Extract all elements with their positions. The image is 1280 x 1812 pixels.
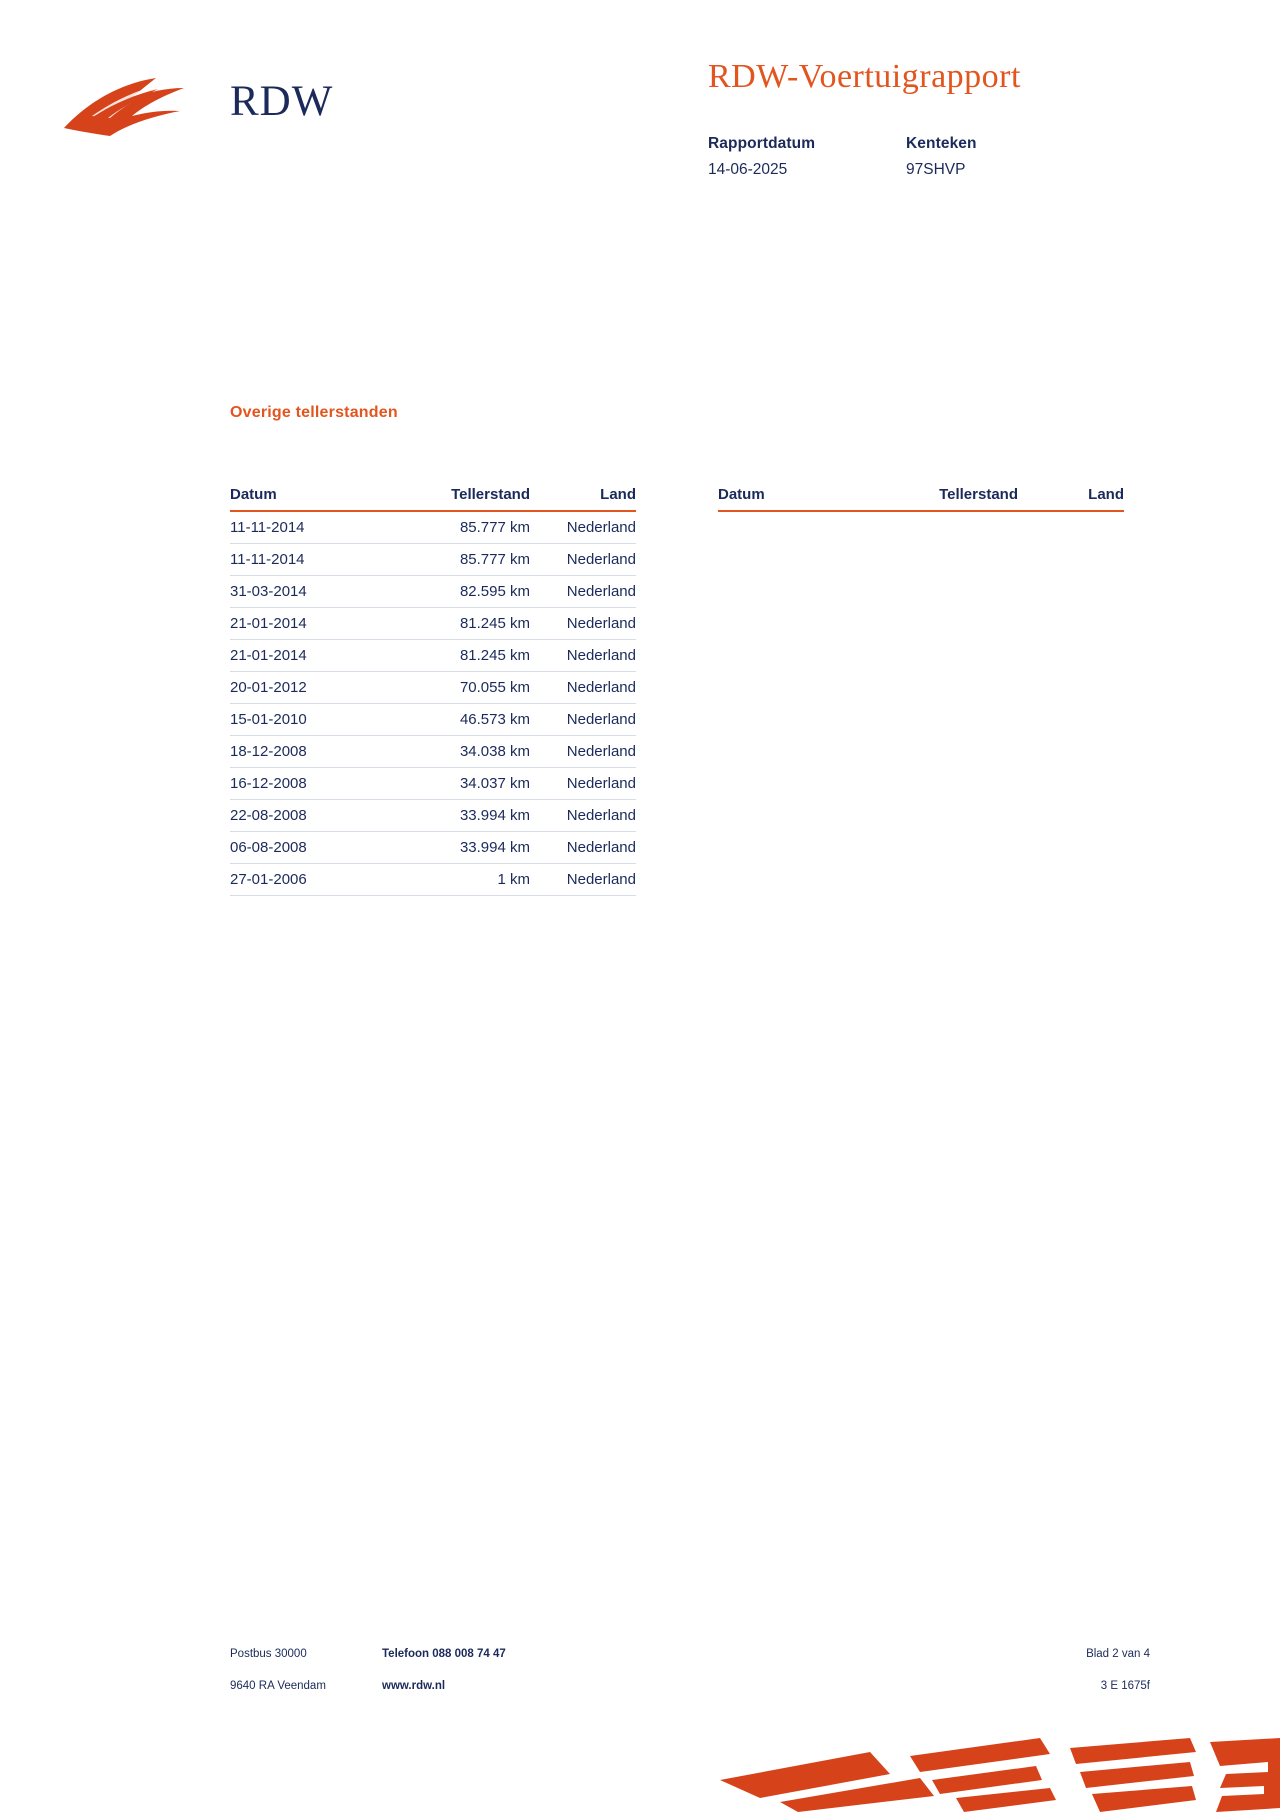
cell-land: Nederland <box>530 640 636 672</box>
table-row <box>230 832 636 864</box>
cell-tellerstand: 33.994 km <box>380 800 530 832</box>
cell-land: Nederland <box>530 576 636 608</box>
table-row <box>230 864 636 896</box>
cell-datum: 11-11-2014 <box>230 511 380 544</box>
section-title: Overige tellerstanden <box>230 404 398 421</box>
cell-datum: 16-12-2008 <box>230 768 380 800</box>
cell-land: Nederland <box>530 864 636 896</box>
table-header <box>230 486 636 511</box>
cell-land: Nederland <box>530 704 636 736</box>
cell-datum: 21-01-2014 <box>230 608 380 640</box>
cell-datum: 27-01-2006 <box>230 864 380 896</box>
cell-tellerstand: 85.777 km <box>380 544 530 576</box>
footer-website-link[interactable]: www.rdw.nl <box>382 1680 446 1692</box>
footer-page-info: Blad 2 van 4 <box>1086 1648 1150 1660</box>
cell-datum: 11-11-2014 <box>230 544 380 576</box>
table-row <box>230 608 636 640</box>
cell-datum: 31-03-2014 <box>230 576 380 608</box>
odometer-table-right <box>718 486 1124 512</box>
report-date-block <box>708 135 906 179</box>
cell-land: Nederland <box>530 672 636 704</box>
table-row <box>230 576 636 608</box>
cell-tellerstand: 82.595 km <box>380 576 530 608</box>
license-plate-label: Kenteken <box>906 135 977 152</box>
odometer-table-left <box>230 486 636 896</box>
table-row <box>230 640 636 672</box>
cell-tellerstand: 33.994 km <box>380 832 530 864</box>
cell-datum: 21-01-2014 <box>230 640 380 672</box>
cell-tellerstand: 34.038 km <box>380 736 530 768</box>
cell-land: Nederland <box>530 832 636 864</box>
footer-doc-code: 3 E 1675f <box>1100 1680 1150 1692</box>
cell-land: Nederland <box>530 800 636 832</box>
page-footer <box>230 1648 1150 1712</box>
cell-land: Nederland <box>530 768 636 800</box>
cell-datum: 06-08-2008 <box>230 832 380 864</box>
cell-land: Nederland <box>530 736 636 768</box>
cell-datum: 22-08-2008 <box>230 800 380 832</box>
page-title: RDW-Voertuigrapport <box>708 58 1021 95</box>
table-row <box>230 544 636 576</box>
footer-row-2 <box>230 1680 1150 1712</box>
column-header-datum: Datum <box>230 486 380 511</box>
rdw-logo <box>62 48 362 138</box>
footer-decoration-icon <box>720 1738 1280 1812</box>
table-row <box>230 672 636 704</box>
cell-land: Nederland <box>530 544 636 576</box>
table-header-row <box>718 486 1124 511</box>
column-header-tellerstand: Tellerstand <box>868 486 1018 511</box>
footer-phone: Telefoon 088 008 74 47 <box>382 1648 506 1660</box>
footer-row-1 <box>230 1648 1150 1680</box>
table-header-row <box>230 486 636 511</box>
table-row <box>230 704 636 736</box>
license-plate-block <box>906 135 977 179</box>
table-body-left <box>230 511 636 896</box>
table-row <box>230 736 636 768</box>
rdw-wordmark: RDW <box>230 78 334 125</box>
cell-tellerstand: 1 km <box>380 864 530 896</box>
column-header-land: Land <box>1018 486 1124 511</box>
report-date-label: Rapportdatum <box>708 135 816 152</box>
table-row <box>230 511 636 544</box>
cell-tellerstand: 46.573 km <box>380 704 530 736</box>
table-row <box>230 800 636 832</box>
table-header <box>718 486 1124 511</box>
cell-land: Nederland <box>530 608 636 640</box>
cell-datum: 15-01-2010 <box>230 704 380 736</box>
footer-address-line2: 9640 RA Veendam <box>230 1680 326 1692</box>
report-date-value: 14-06-2025 <box>708 161 788 178</box>
column-header-datum: Datum <box>718 486 868 511</box>
cell-tellerstand: 81.245 km <box>380 640 530 672</box>
rdw-swoosh-logo-icon <box>62 76 190 138</box>
cell-tellerstand: 85.777 km <box>380 511 530 544</box>
cell-tellerstand: 70.055 km <box>380 672 530 704</box>
column-header-tellerstand: Tellerstand <box>380 486 530 511</box>
cell-land: Nederland <box>530 511 636 544</box>
cell-datum: 18-12-2008 <box>230 736 380 768</box>
table-row <box>230 768 636 800</box>
cell-datum: 20-01-2012 <box>230 672 380 704</box>
report-meta <box>708 135 1128 179</box>
license-plate-value: 97SHVP <box>906 161 966 178</box>
column-header-land: Land <box>530 486 636 511</box>
cell-tellerstand: 81.245 km <box>380 608 530 640</box>
footer-address-line1: Postbus 30000 <box>230 1648 307 1660</box>
cell-tellerstand: 34.037 km <box>380 768 530 800</box>
